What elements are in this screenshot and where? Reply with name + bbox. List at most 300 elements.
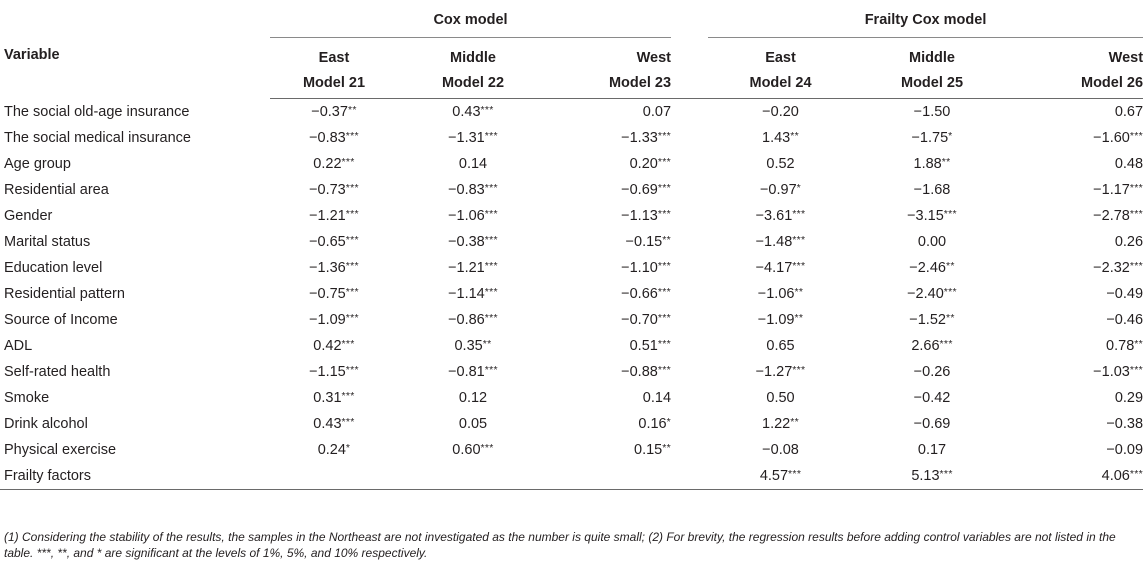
coefficient-cell (270, 203, 398, 229)
coefficient-cell (853, 437, 1011, 463)
coefficient-value: −0.83 (448, 182, 485, 198)
coefficient-cell (398, 463, 548, 490)
coefficient-value: 0.31 (313, 390, 342, 406)
coefficient-cell (398, 125, 548, 151)
coefficient-cell (398, 333, 548, 359)
coefficient-cell (398, 177, 548, 203)
coefficient-value: 0.60 (452, 442, 481, 458)
coefficient-value: −1.21 (309, 208, 346, 224)
coefficient-cell (853, 99, 1011, 126)
coefficient-cell (1011, 151, 1143, 177)
coefficient-cell (1011, 125, 1143, 151)
coefficient-cell (1011, 177, 1143, 203)
significance-stars: *** (345, 364, 359, 376)
model-header: Model 23 (548, 68, 671, 99)
cox-model-group-header (270, 3, 671, 36)
coefficient-cell (548, 437, 671, 463)
significance-stars: *** (657, 312, 672, 324)
coefficient-cell (270, 125, 398, 151)
coefficient-value: 0.15 (634, 442, 663, 458)
significance-stars: *** (341, 338, 355, 350)
coefficient-value: −0.20 (762, 104, 799, 120)
cox-model-title: Cox model (433, 11, 508, 28)
group-gap (671, 255, 708, 281)
coefficient-cell (1011, 203, 1143, 229)
coefficient-cell (398, 229, 548, 255)
significance-stars: *** (657, 338, 672, 350)
group-gap (671, 359, 708, 385)
coefficient-cell (398, 99, 548, 126)
group-gap (671, 125, 708, 151)
coefficient-cell (708, 151, 853, 177)
coefficient-cell (853, 177, 1011, 203)
row-label: Self-rated health (4, 364, 111, 380)
coefficient-cell (548, 411, 671, 437)
coefficient-value: 0.29 (1114, 390, 1143, 406)
coefficient-value: 0.65 (766, 338, 795, 354)
coefficient-cell (708, 437, 853, 463)
region-header: Middle (450, 50, 496, 66)
significance-stars: *** (1129, 208, 1143, 220)
coefficient-value: −1.09 (309, 312, 346, 328)
coefficient-value: −1.68 (913, 182, 951, 198)
coefficient-cell (270, 359, 398, 385)
group-gap (671, 177, 708, 203)
row-label: Marital status (4, 234, 91, 250)
significance-stars: *** (345, 234, 359, 246)
row-label: Age group (4, 156, 71, 172)
coefficient-cell (1011, 99, 1143, 126)
group-gap (671, 463, 708, 490)
coefficient-value: 1.43 (762, 130, 791, 146)
significance-stars: *** (1129, 260, 1143, 272)
group-gap (671, 411, 708, 437)
coefficient-value: 0.14 (642, 390, 672, 406)
model-header: Model 22 (398, 68, 548, 99)
coefficient-value: −0.75 (309, 286, 346, 302)
coefficient-value: 0.35 (454, 338, 483, 354)
coefficient-cell (270, 411, 398, 437)
coefficient-value: −0.66 (621, 286, 658, 302)
group-gap (671, 385, 708, 411)
table-row (0, 281, 1143, 307)
group-gap (671, 229, 708, 255)
coefficient-cell (1011, 359, 1143, 385)
coefficient-value: −1.06 (757, 286, 795, 302)
table-row (0, 359, 1143, 385)
coefficient-cell (548, 307, 671, 333)
coefficient-cell (853, 385, 1011, 411)
significance-stars: ** (945, 312, 955, 324)
significance-stars: *** (480, 104, 494, 116)
coefficient-value: −1.52 (909, 312, 946, 328)
significance-stars: *** (484, 260, 498, 272)
row-label: Physical exercise (4, 442, 117, 458)
significance-stars: *** (341, 390, 355, 402)
coefficient-value: −1.09 (757, 312, 795, 328)
coefficient-cell (270, 177, 398, 203)
coefficient-value: −0.65 (309, 234, 346, 250)
coefficient-cell (548, 177, 671, 203)
row-label: Frailty factors (0, 463, 270, 490)
significance-stars: ** (945, 260, 955, 272)
coefficient-value: −0.70 (621, 312, 658, 328)
coefficient-value: −3.15 (907, 208, 944, 224)
coefficient-cell (398, 437, 548, 463)
significance-stars: *** (657, 130, 672, 142)
coefficient-value: −0.73 (309, 182, 346, 198)
coefficient-value: −1.21 (448, 260, 485, 276)
region-header: East (765, 50, 796, 66)
coefficient-cell (548, 229, 671, 255)
significance-stars: * (345, 442, 351, 454)
significance-stars: ** (662, 442, 672, 454)
coefficient-cell (548, 333, 671, 359)
coefficient-cell (708, 333, 853, 359)
coefficient-cell (708, 411, 853, 437)
significance-stars: *** (792, 364, 806, 376)
coefficient-cell (548, 359, 671, 385)
significance-stars: ** (347, 104, 357, 116)
significance-stars: *** (657, 208, 672, 220)
coefficient-value: −2.32 (1093, 260, 1130, 276)
coefficient-value: 0.17 (917, 442, 947, 458)
significance-stars: *** (943, 208, 957, 220)
coefficient-cell (398, 385, 548, 411)
coefficient-cell (398, 255, 548, 281)
significance-stars: *** (484, 182, 498, 194)
coefficient-value: −1.06 (448, 208, 485, 224)
coefficient-value: −1.03 (1093, 364, 1130, 380)
coefficient-value: 0.12 (458, 390, 488, 406)
coefficient-cell (708, 359, 853, 385)
coefficient-value: 0.52 (766, 156, 795, 172)
coefficient-value: 0.42 (313, 338, 342, 354)
coefficient-value: −1.36 (309, 260, 346, 276)
coefficient-cell (708, 125, 853, 151)
coefficient-cell (398, 411, 548, 437)
coefficient-value: −0.81 (448, 364, 485, 380)
significance-stars: ** (1134, 338, 1143, 350)
significance-stars: ** (794, 312, 804, 324)
coefficient-cell (270, 437, 398, 463)
coefficient-cell (548, 99, 671, 126)
coefficient-value: −0.46 (1106, 312, 1143, 328)
coefficient-cell (853, 333, 1011, 359)
coefficient-value: 0.00 (917, 234, 947, 250)
significance-stars: *** (484, 286, 498, 298)
coefficient-cell (853, 151, 1011, 177)
table-row (0, 333, 1143, 359)
model-header: Model 21 (270, 68, 398, 99)
coefficient-cell (708, 385, 853, 411)
coefficient-cell (1011, 463, 1143, 490)
coefficient-value: −0.26 (913, 364, 951, 380)
significance-stars: *** (345, 260, 359, 272)
significance-stars: ** (790, 130, 800, 142)
significance-stars: *** (484, 208, 498, 220)
coefficient-cell (708, 203, 853, 229)
coefficient-cell (548, 255, 671, 281)
significance-stars: *** (1129, 364, 1143, 376)
coefficient-cell (398, 203, 548, 229)
coefficient-value: 0.20 (629, 156, 658, 172)
coefficient-cell (398, 151, 548, 177)
coefficient-cell (270, 463, 398, 490)
coefficient-value: −1.14 (448, 286, 485, 302)
row-label: Gender (4, 208, 53, 224)
coefficient-value: −1.75 (911, 130, 949, 146)
significance-stars: *** (484, 312, 498, 324)
coefficient-value: −0.97 (759, 182, 797, 198)
coefficient-cell (548, 203, 671, 229)
coefficient-cell (548, 281, 671, 307)
significance-stars: *** (792, 208, 806, 220)
regression-table (0, 3, 1143, 490)
coefficient-cell (1011, 307, 1143, 333)
significance-stars: *** (657, 156, 672, 168)
coefficient-value: 0.67 (1114, 104, 1143, 120)
significance-stars: *** (345, 208, 359, 220)
group-gap (671, 151, 708, 177)
significance-stars: *** (657, 286, 672, 298)
coefficient-cell (270, 99, 398, 126)
significance-stars: *** (943, 286, 957, 298)
coefficient-cell (853, 125, 1011, 151)
coefficient-cell (1011, 411, 1143, 437)
significance-stars: ** (941, 156, 951, 168)
row-label: Education level (4, 260, 103, 276)
coefficient-value: 1.22 (762, 416, 791, 432)
significance-stars: * (666, 416, 672, 428)
significance-stars: *** (484, 364, 498, 376)
table-row (0, 437, 1143, 463)
group-gap (671, 203, 708, 229)
significance-stars: *** (341, 416, 355, 428)
significance-stars: *** (1129, 130, 1143, 142)
table-row (0, 385, 1143, 411)
coefficient-value: −1.13 (621, 208, 658, 224)
coefficient-value: 1.88 (913, 156, 942, 172)
row-label: Drink alcohol (4, 416, 88, 432)
group-gap (671, 99, 708, 126)
table-row (0, 255, 1143, 281)
significance-stars: *** (792, 260, 806, 272)
coefficient-cell (548, 151, 671, 177)
coefficient-cell (270, 333, 398, 359)
coefficient-value: −0.69 (621, 182, 658, 198)
coefficient-cell (270, 385, 398, 411)
table-row (0, 229, 1143, 255)
significance-stars: *** (345, 130, 359, 142)
significance-stars: ** (794, 286, 804, 298)
group-gap (671, 3, 708, 36)
coefficient-value: −1.50 (913, 104, 951, 120)
significance-stars: ** (662, 234, 672, 246)
coefficient-value: 0.24 (317, 442, 346, 458)
row-label: Residential area (4, 182, 109, 198)
coefficient-value: 0.14 (458, 156, 488, 172)
significance-stars: *** (939, 468, 953, 480)
coefficient-value: −1.48 (755, 234, 793, 250)
coefficient-cell (708, 99, 853, 126)
coefficient-value: 4.06 (1101, 468, 1130, 484)
coefficient-value: 2.66 (911, 338, 940, 354)
significance-stars: * (796, 182, 802, 194)
group-gap (671, 333, 708, 359)
coefficient-value: −1.27 (755, 364, 793, 380)
significance-stars: *** (939, 338, 953, 350)
coefficient-cell (853, 229, 1011, 255)
coefficient-value: −2.40 (907, 286, 944, 302)
table-row (0, 203, 1143, 229)
coefficient-cell (270, 229, 398, 255)
coefficient-cell (708, 177, 853, 203)
coefficient-cell (548, 125, 671, 151)
table-row (0, 463, 1143, 490)
model-header: Model 24 (708, 68, 853, 99)
coefficient-value: −0.09 (1106, 442, 1143, 458)
coefficient-value: −1.31 (448, 130, 485, 146)
group-gap (671, 36, 708, 68)
coefficient-cell (853, 307, 1011, 333)
significance-stars: *** (1129, 182, 1143, 194)
coefficient-cell (708, 281, 853, 307)
coefficient-value: 0.78 (1106, 338, 1135, 354)
coefficient-cell (270, 281, 398, 307)
coefficient-cell (853, 281, 1011, 307)
coefficient-value: 0.22 (313, 156, 342, 172)
coefficient-cell (708, 229, 853, 255)
region-header: West (636, 50, 672, 66)
variable-header: Variable (4, 47, 60, 64)
coefficient-value: −0.38 (1106, 416, 1143, 432)
significance-stars: *** (345, 286, 359, 298)
coefficient-value: −2.78 (1093, 208, 1130, 224)
coefficient-cell (708, 255, 853, 281)
coefficient-cell (548, 385, 671, 411)
row-label: The social medical insurance (4, 130, 191, 146)
coefficient-value: 0.51 (629, 338, 658, 354)
significance-stars: ** (790, 416, 800, 428)
coefficient-value: 0.16 (638, 416, 667, 432)
coefficient-cell (548, 463, 671, 490)
table-row (0, 151, 1143, 177)
region-header: West (1108, 50, 1143, 66)
row-label: The social old-age insurance (4, 103, 190, 120)
coefficient-value: −4.17 (755, 260, 793, 276)
coefficient-cell (398, 281, 548, 307)
row-label: ADL (4, 338, 33, 354)
coefficient-cell (708, 307, 853, 333)
significance-stars: *** (480, 442, 494, 454)
coefficient-value: 0.26 (1114, 234, 1143, 250)
coefficient-value: 0.05 (458, 416, 488, 432)
table-row (0, 411, 1143, 437)
row-label: Residential pattern (4, 286, 125, 302)
group-gap (671, 307, 708, 333)
significance-stars: *** (345, 182, 359, 194)
coefficient-value: −0.88 (621, 364, 658, 380)
group-gap (671, 281, 708, 307)
significance-stars: *** (484, 234, 498, 246)
coefficient-value: 0.07 (642, 104, 672, 120)
coefficient-cell (853, 255, 1011, 281)
coefficient-value: −1.15 (309, 364, 346, 380)
row-label: Smoke (4, 390, 50, 406)
coefficient-value: −0.37 (311, 104, 348, 120)
coefficient-cell (853, 463, 1011, 490)
coefficient-value: 5.13 (911, 468, 940, 484)
row-label: Source of Income (4, 312, 118, 328)
coefficient-cell (1011, 437, 1143, 463)
table-row (0, 99, 1143, 126)
significance-stars: *** (341, 156, 355, 168)
coefficient-value: −0.49 (1106, 286, 1143, 302)
coefficient-cell (1011, 281, 1143, 307)
coefficient-value: 0.43 (452, 104, 481, 120)
coefficient-value: 0.43 (313, 416, 342, 432)
coefficient-value: −1.10 (621, 260, 658, 276)
model-header: Model 25 (853, 68, 1011, 99)
model-header: Model 26 (1011, 68, 1143, 99)
significance-stars: *** (484, 130, 498, 142)
table-row (0, 125, 1143, 151)
coefficient-cell (708, 463, 853, 490)
coefficient-value: 4.57 (759, 468, 789, 484)
region-header: Middle (909, 50, 955, 66)
coefficient-cell (270, 307, 398, 333)
region-header: East (318, 50, 350, 66)
significance-stars: *** (1129, 468, 1143, 480)
significance-stars: *** (792, 234, 806, 246)
coefficient-cell (270, 151, 398, 177)
coefficient-value: −0.83 (309, 130, 346, 146)
frailty-cox-title: Frailty Cox model (864, 11, 987, 28)
coefficient-cell (398, 359, 548, 385)
table-row (0, 307, 1143, 333)
significance-stars: *** (657, 260, 672, 272)
coefficient-value: −1.17 (1093, 182, 1130, 198)
coefficient-value: −0.08 (762, 442, 799, 458)
coefficient-value: 0.48 (1114, 156, 1143, 172)
significance-stars: *** (788, 468, 802, 480)
coefficient-value: −0.69 (913, 416, 951, 432)
coefficient-value: −0.38 (448, 234, 485, 250)
coefficient-cell (1011, 255, 1143, 281)
coefficient-value: −0.15 (625, 234, 663, 250)
significance-stars: * (948, 130, 953, 142)
coefficient-value: −0.86 (448, 312, 485, 328)
coefficient-cell (1011, 333, 1143, 359)
coefficient-cell (1011, 385, 1143, 411)
group-gap (671, 437, 708, 463)
coefficient-cell (270, 255, 398, 281)
coefficient-cell (398, 307, 548, 333)
coefficient-value: −3.61 (755, 208, 793, 224)
group-gap (671, 68, 708, 99)
coefficient-cell (1011, 229, 1143, 255)
coefficient-value: −2.46 (909, 260, 946, 276)
coefficient-value: −0.42 (913, 390, 951, 406)
coefficient-value: −1.33 (621, 130, 658, 146)
frailty-cox-group-header (708, 3, 1143, 36)
coefficient-value: −1.60 (1093, 130, 1130, 146)
significance-stars: *** (657, 364, 672, 376)
significance-stars: *** (657, 182, 672, 194)
significance-stars: *** (345, 312, 359, 324)
coefficient-value: 0.50 (766, 390, 795, 406)
